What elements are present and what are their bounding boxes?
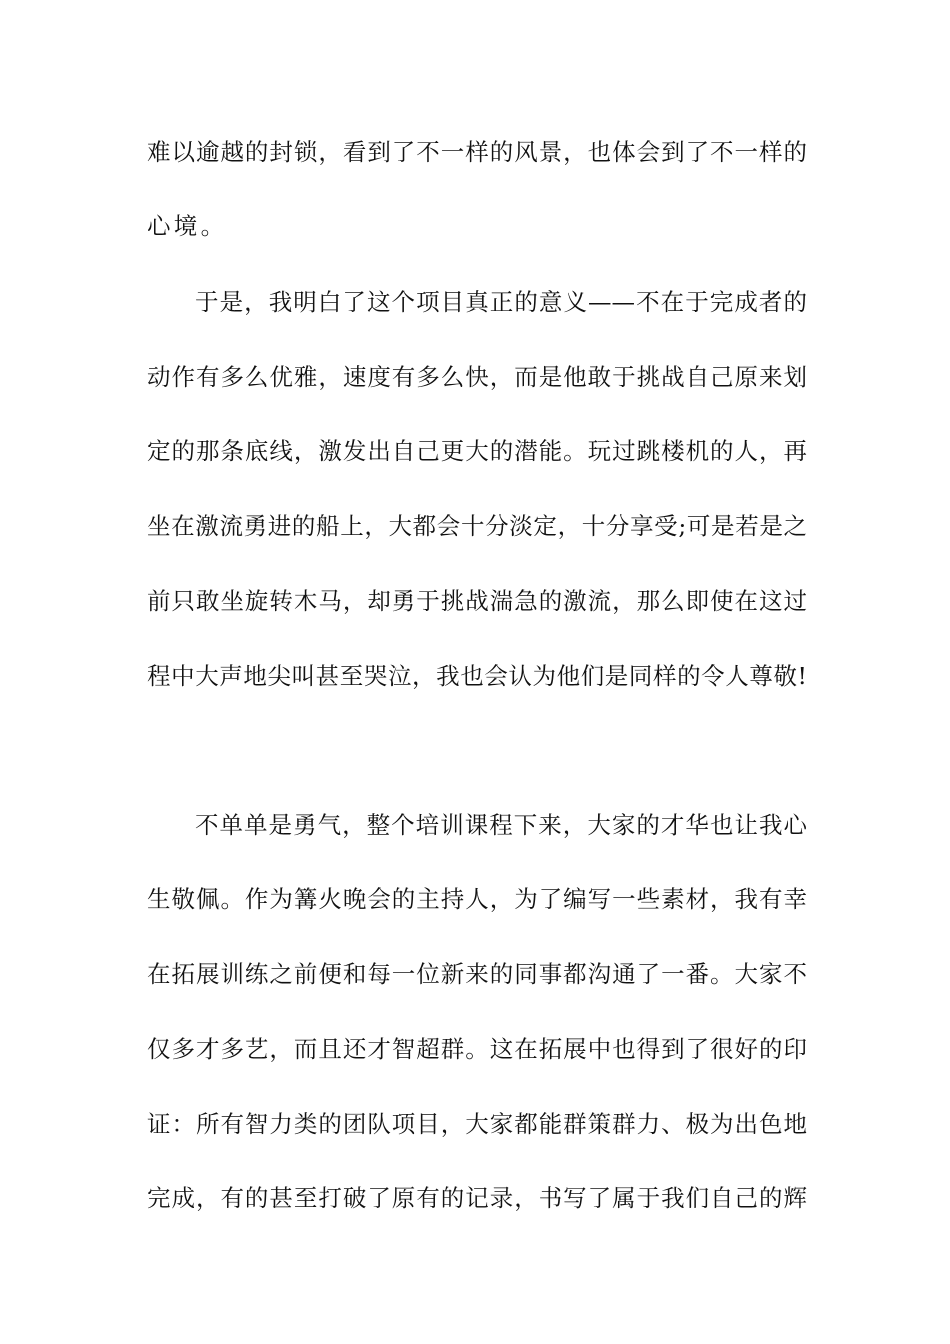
paragraph-3-line-5: 证：所有智力类的团队项目，大家都能群策群力、极为出色地 (147, 1110, 807, 1138)
paragraph-3-line-4: 仅多才多艺，而且还才智超群。这在拓展中也得到了很好的印 (147, 1035, 807, 1063)
paragraph-3-line-2: 生敬佩。作为篝火晚会的主持人，为了编写一些素材，我有幸 (147, 885, 807, 913)
paragraph-2-line-4: 坐在激流勇进的船上，大都会十分淡定，十分享受;可是若是之 (147, 512, 807, 540)
paragraph-2-line-2: 动作有多么优雅，速度有多么快，而是他敢于挑战自己原来划 (147, 363, 807, 391)
paragraph-2-line-6: 程中大声地尖叫甚至哭泣，我也会认为他们是同样的令人尊敬! (147, 662, 807, 690)
paragraph-1-line-1: 难以逾越的封锁，看到了不一样的风景，也体会到了不一样的 (147, 138, 807, 166)
paragraph-3-line-1: 不单单是勇气，整个培训课程下来，大家的才华也让我心 (195, 811, 807, 839)
paragraph-2-line-5: 前只敢坐旋转木马，却勇于挑战湍急的激流，那么即使在这过 (147, 587, 807, 615)
paragraph-1-line-2: 心境。 (147, 212, 228, 240)
paragraph-3-line-6: 完成，有的甚至打破了原有的记录，书写了属于我们自己的辉 (147, 1184, 807, 1212)
paragraph-2-line-1: 于是，我明白了这个项目真正的意义——不在于完成者的 (195, 288, 807, 316)
paragraph-3-line-3: 在拓展训练之前便和每一位新来的同事都沟通了一番。大家不 (147, 960, 807, 988)
paragraph-2-line-3: 定的那条底线，激发出自己更大的潜能。玩过跳楼机的人，再 (147, 437, 807, 465)
